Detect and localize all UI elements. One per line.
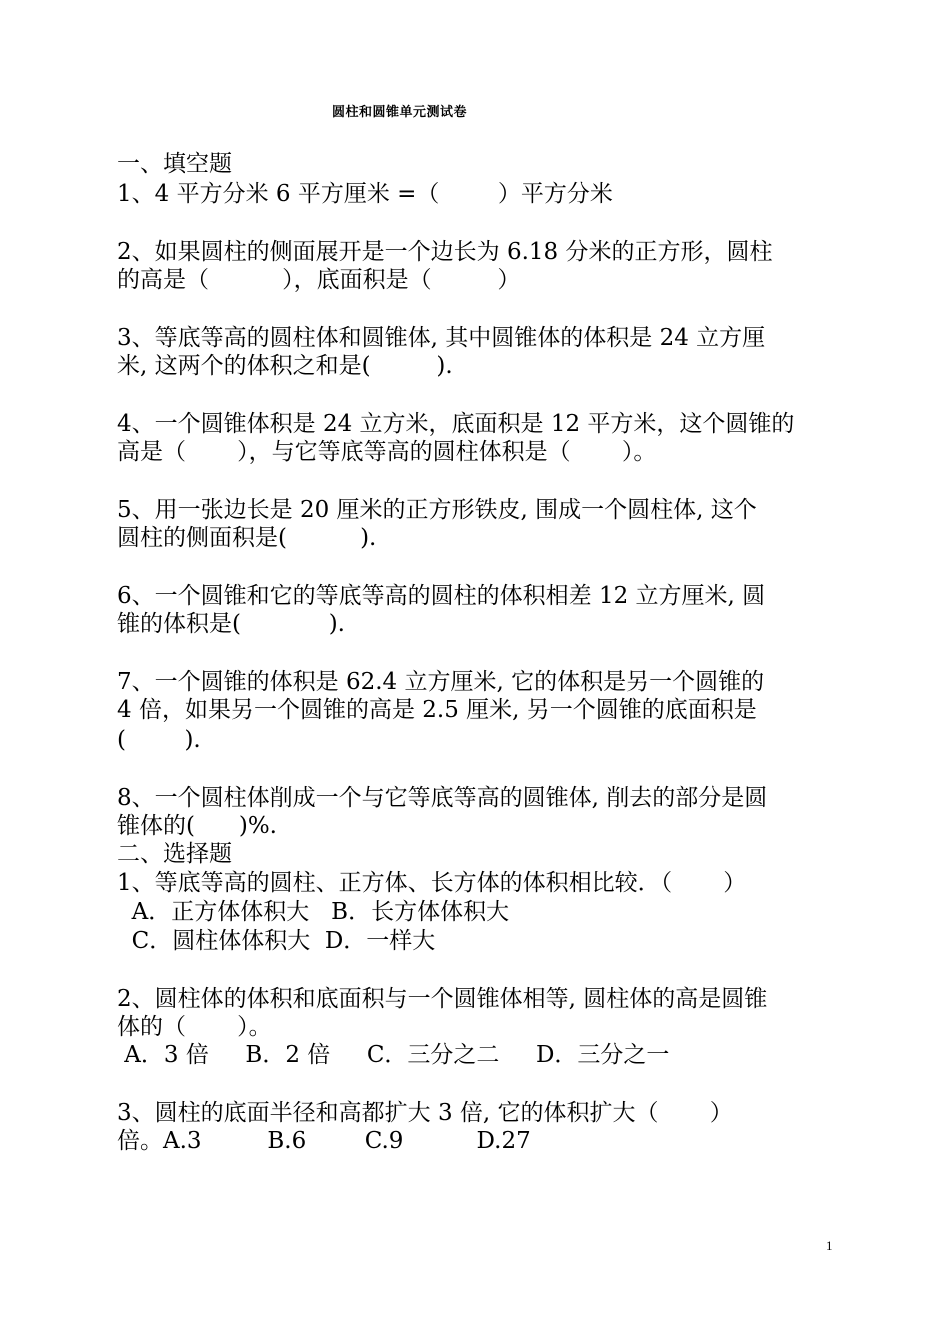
fill-question-3-line-2: 米, 这两个的体积之和是( ). [117, 353, 453, 379]
choice-question-3-line-2: 倍。A.3 B.6 C.9 D.27 [117, 1128, 531, 1154]
fill-question-8-line-1: 8、一个圆柱体削成一个与它等底等高的圆锥体, 削去的部分是圆 [117, 785, 768, 811]
fill-question-5-line-1: 5、用一张边长是 20 厘米的正方形铁皮, 围成一个圆柱体, 这个 [117, 497, 757, 523]
page-number: 1 [826, 1238, 833, 1253]
choice-question-1-options-cd: C．圆柱体体积大 D．一样大 [117, 928, 436, 954]
section-heading-fill-in: 一、填空题 [117, 151, 232, 177]
fill-question-7-line-3: ( ). [117, 727, 201, 753]
document-title: 圆柱和圆锥单元测试卷 [332, 105, 468, 120]
fill-question-3-line-1: 3、等底等高的圆柱体和圆锥体, 其中圆锥体的体积是 24 立方厘 [117, 325, 766, 351]
choice-question-2-options: A．3 倍 B．2 倍 C．三分之二 D．三分之一 [117, 1042, 670, 1068]
fill-question-6-line-1: 6、一个圆锥和它的等底等高的圆柱的体积相差 12 立方厘米, 圆 [117, 583, 766, 609]
choice-question-2-line-1: 2、圆柱体的体积和底面积与一个圆锥体相等, 圆柱体的高是圆锥 [117, 986, 768, 1012]
fill-question-8-line-2: 锥体的( )%. [117, 813, 277, 839]
fill-question-5-line-2: 圆柱的侧面积是( ). [117, 525, 377, 551]
choice-question-2-line-2: 体的（ ）。 [117, 1014, 272, 1040]
fill-question-1: 1、4 平方分米 6 平方厘米 =（ ）平方分米 [117, 181, 613, 207]
choice-question-1: 1、等底等高的圆柱、正方体、长方体的体积相比较．（ ） [117, 870, 747, 896]
fill-question-2-line-1: 2、如果圆柱的侧面展开是一个边长为 6.18 分米的正方形，圆柱 [117, 239, 773, 265]
fill-question-7-line-2: 4 倍，如果另一个圆锥的高是 2.5 厘米, 另一个圆锥的底面积是 [117, 697, 757, 723]
fill-question-4-line-1: 4、一个圆锥体积是 24 立方米，底面积是 12 平方米，这个圆锥的 [117, 411, 795, 437]
fill-question-6-line-2: 锥的体积是( ). [117, 611, 345, 637]
fill-question-4-line-2: 高是（ ），与它等底等高的圆柱体积是（ ）。 [117, 439, 657, 465]
choice-question-3-line-1: 3、圆柱的底面半径和高都扩大 3 倍, 它的体积扩大（ ） [117, 1100, 733, 1126]
fill-question-2-line-2: 的高是（ ），底面积是（ ） [117, 267, 521, 293]
choice-question-1-options-ab: A．正方体体积大 B．长方体体积大 [117, 899, 510, 925]
fill-question-7-line-1: 7、一个圆锥的体积是 62.4 立方厘米, 它的体积是另一个圆锥的 [117, 669, 765, 695]
section-heading-choice: 二、选择题 [117, 841, 232, 867]
